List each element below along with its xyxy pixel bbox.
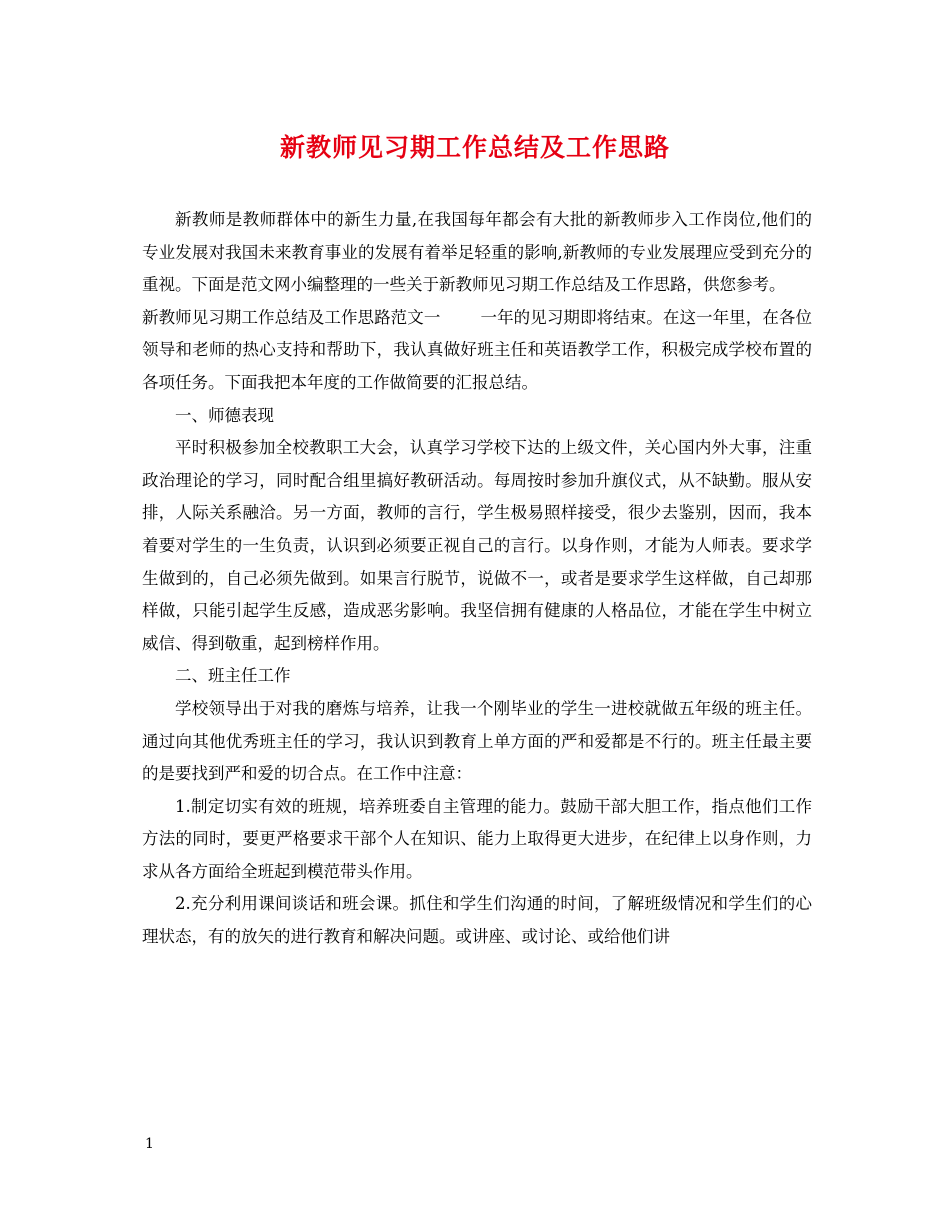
list-item-2: 2.充分利用课间谈话和班会课。抓住和学生们沟通的时间，了解班级情况和学生们的心理状态，有的放矢的进行教育和解决问题。或讲座、或讨论、或给他们讲 xyxy=(142,894,812,947)
section1-body: 平时积极参加全校教职工大会，认真学习学校下达的上级文件，关心国内外大事，注重政治理论的学习，同时配合组里搞好教研活动。每周按时参加升旗仪式，从不缺勤。服从安排，人际关系融洽。另一方面，教师的言行，学生极易照样接受，很少去鉴别，因而，我本着要对学生的一生负责，认识到必须要正视自己的言行。以身作则，才能为人师表。要求学生做到的，自己必须先做到。如果言行脱节，说做不一，或者是要求学生这样做，自己却那样做，只能引起学生反感，造成恶劣影响。我坚信拥有健康的人格品位，才能在学生中树立威信、得到敬重，起到榜样作用。 xyxy=(142,438,812,653)
sample-heading: 新教师见习期工作总结及工作思路范文一 xyxy=(142,307,441,327)
section2-body: 学校领导出于对我的磨炼与培养，让我一个刚毕业的学生一进校就做五年级的班主任。通过向其他优秀班主任的学习，我认识到教育上单方面的严和爱都是不行的。班主任最主要的是要找到严和爱的切合点。在工作中注意： xyxy=(142,698,812,784)
section1-heading: 一、师德表现 xyxy=(175,405,274,425)
page-number: 1 xyxy=(145,1136,154,1152)
section2-heading: 二、班主任工作 xyxy=(175,666,291,686)
document-title: 新教师见习期工作总结及工作思路 xyxy=(279,133,670,162)
list-item-1: 1.制定切实有效的班规，培养班委自主管理的能力。鼓励干部大胆工作，指点他们工作方法的同时，要更严格要求干部个人在知识、能力上取得更大进步，在纪律上以身作则，力求从各方面给全班起到模范带头作用。 xyxy=(142,796,812,881)
sample-paragraph xyxy=(142,302,812,400)
document-body xyxy=(142,204,812,954)
intro-paragraph: 新教师是教师群体中的新生力量,在我国每年都会有大批的新教师步入工作岗位,他们的专业发展对我国未来教育事业的发展有着举足轻重的影响,新教师的专业发展理应受到充分的重视。下面是范文网小编整理的一些关于新教师见习期工作总结及工作思路，供您参考。 xyxy=(142,210,812,295)
sample-opening: 一年的见习期即将结束。在这一年里，在各位领导和老师的热心支持和帮助下，我认真做好班主任和英语教学工作，积极完成学校布置的各项任务。下面我把本年度的工作做简要的汇报总结。 xyxy=(142,307,813,392)
